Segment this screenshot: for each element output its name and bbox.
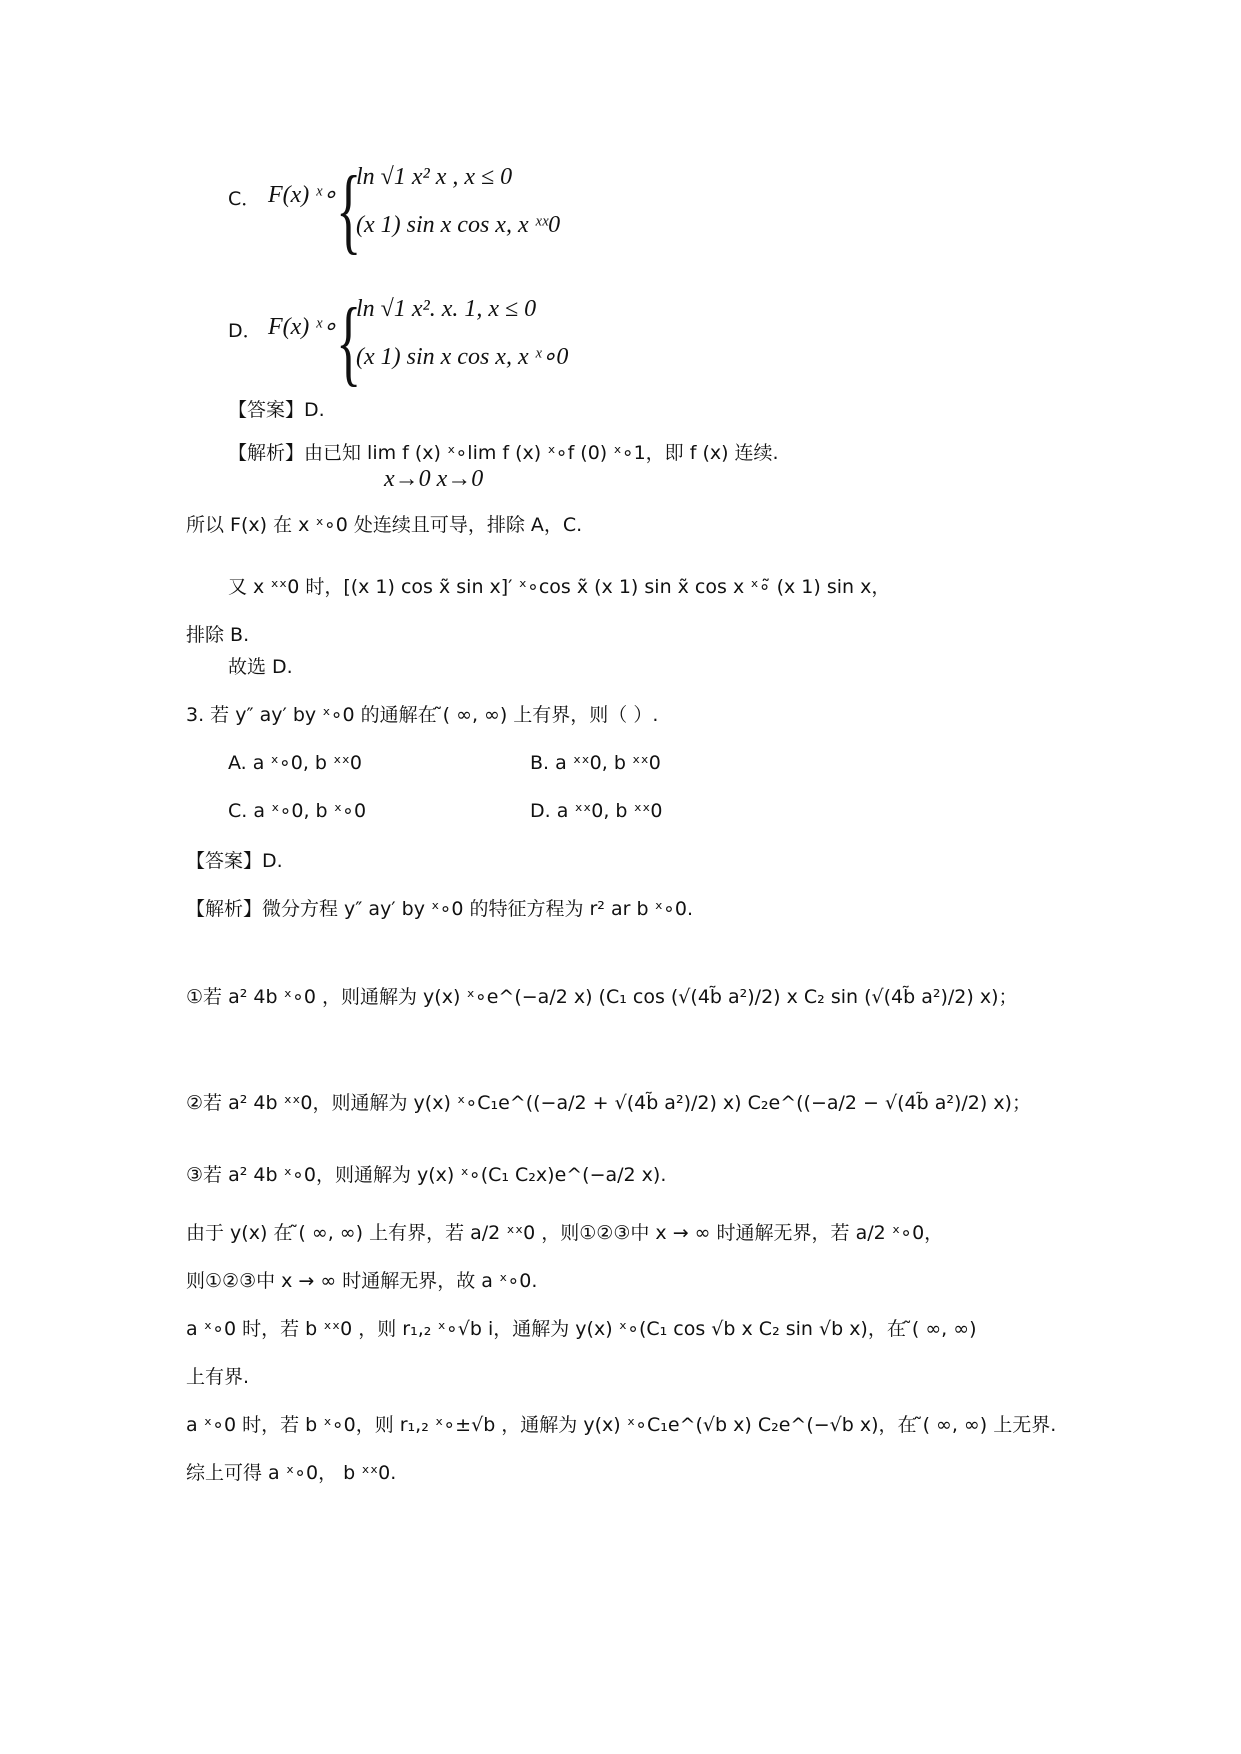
case-brace-d: { xyxy=(336,288,362,395)
line-d-def: F(x) ˣ∘ xyxy=(268,314,338,340)
line-sol3: 又 x ˣˣ0 时，[(x 1) cos x̃ sin x]′ ˣ∘cos x̃ (x 1) sin x̃ cos x ˣ∘̃ (x 1) sin x， xyxy=(228,576,891,598)
line-sol2: 所以 F(x) 在 x ˣ∘0 处连续且可导，排除 A，C. xyxy=(186,514,583,536)
line-q3: 3. 若 y″ ay′ by ˣ∘0 的通解在 ̃( ∞, ∞) 上有界，则（ ）. xyxy=(186,704,659,726)
line-ans1: 【答案】D. xyxy=(228,399,325,421)
line-opt-d: D. a ˣˣ0, b ˣˣ0 xyxy=(530,800,663,822)
line-sol4: 排除 B. xyxy=(186,624,250,646)
line-ans3: 【答案】D. xyxy=(186,850,283,872)
line-c-def: F(x) ˣ∘ xyxy=(268,182,338,208)
line-c-case2: (x 1) sin x cos x, x ˣˣ0 xyxy=(356,212,561,238)
line-sol5: 故选 D. xyxy=(228,656,293,678)
line-bound4: 上有界. xyxy=(186,1366,250,1388)
line-sol1-sub: x→0 x→0 xyxy=(384,466,484,492)
line-opt-c: C. a ˣ∘0, b ˣ∘0 xyxy=(228,800,367,822)
line-sol1: 【解析】由已知 lim f (x) ˣ∘lim f (x) ˣ∘f (0) ˣ∘1，即 f (x) 连续. xyxy=(228,442,779,464)
line-bound5: a ˣ∘0 时，若 b ˣ∘0，则 r₁,₂ ˣ∘±√b ，通解为 y(x) ˣ∘C₁e^(√b x) C₂e^(−√b x)，在 ̃( ∞, ∞) 上无界. xyxy=(186,1414,1057,1436)
line-bound2: 则①②③中 x → ∞ 时通解无界，故 a ˣ∘0. xyxy=(186,1270,538,1292)
line-case2: ②若 a² 4b ˣˣ0，则通解为 y(x) ˣ∘C₁e^((−a/2 + √(4b̃ a²)/2) x) C₂e^((−a/2 − √(4b̃ a²)/2) x)； xyxy=(186,1092,1031,1114)
line-opt-a: A. a ˣ∘0, b ˣˣ0 xyxy=(228,752,362,774)
line-bound1: 由于 y(x) 在 ̃( ∞, ∞) 上有界，若 a/2 ˣˣ0 ，则①②③中 x → ∞ 时通解无界，若 a/2 ˣ∘0， xyxy=(186,1222,944,1244)
line-concl: 综上可得 a ˣ∘0， b ˣˣ0. xyxy=(186,1462,397,1484)
line-case1: ①若 a² 4b ˣ∘0 ，则通解为 y(x) ˣ∘e^(−a/2 x) (C₁ cos (√(4b̃ a²)/2) x C₂ sin (√(4b̃ a²)/2) x)； xyxy=(186,986,1018,1008)
line-d-case1: ln √1 x². x. 1, x ≤ 0 xyxy=(356,296,537,322)
case-brace-c: { xyxy=(336,156,362,263)
line-d-label: D． xyxy=(228,320,262,342)
line-c-case1: ln √1 x² x , x ≤ 0 xyxy=(356,164,513,190)
line-c-label: C． xyxy=(228,188,261,210)
line-bound3: a ˣ∘0 时，若 b ˣˣ0 ，则 r₁,₂ ˣ∘√b i，通解为 y(x) ˣ∘(C₁ cos √b x C₂ sin √b x)，在 ̃( ∞, ∞) xyxy=(186,1318,977,1340)
line-sol3-1: 【解析】微分方程 y″ ay′ by ˣ∘0 的特征方程为 r² ar b ˣ∘0. xyxy=(186,898,694,920)
line-opt-b: B. a ˣˣ0, b ˣˣ0 xyxy=(530,752,661,774)
line-case3: ③若 a² 4b ˣ∘0，则通解为 y(x) ˣ∘(C₁ C₂x)e^(−a/2 x). xyxy=(186,1164,667,1186)
line-d-case2: (x 1) sin x cos x, x ˣ∘0 xyxy=(356,344,569,370)
